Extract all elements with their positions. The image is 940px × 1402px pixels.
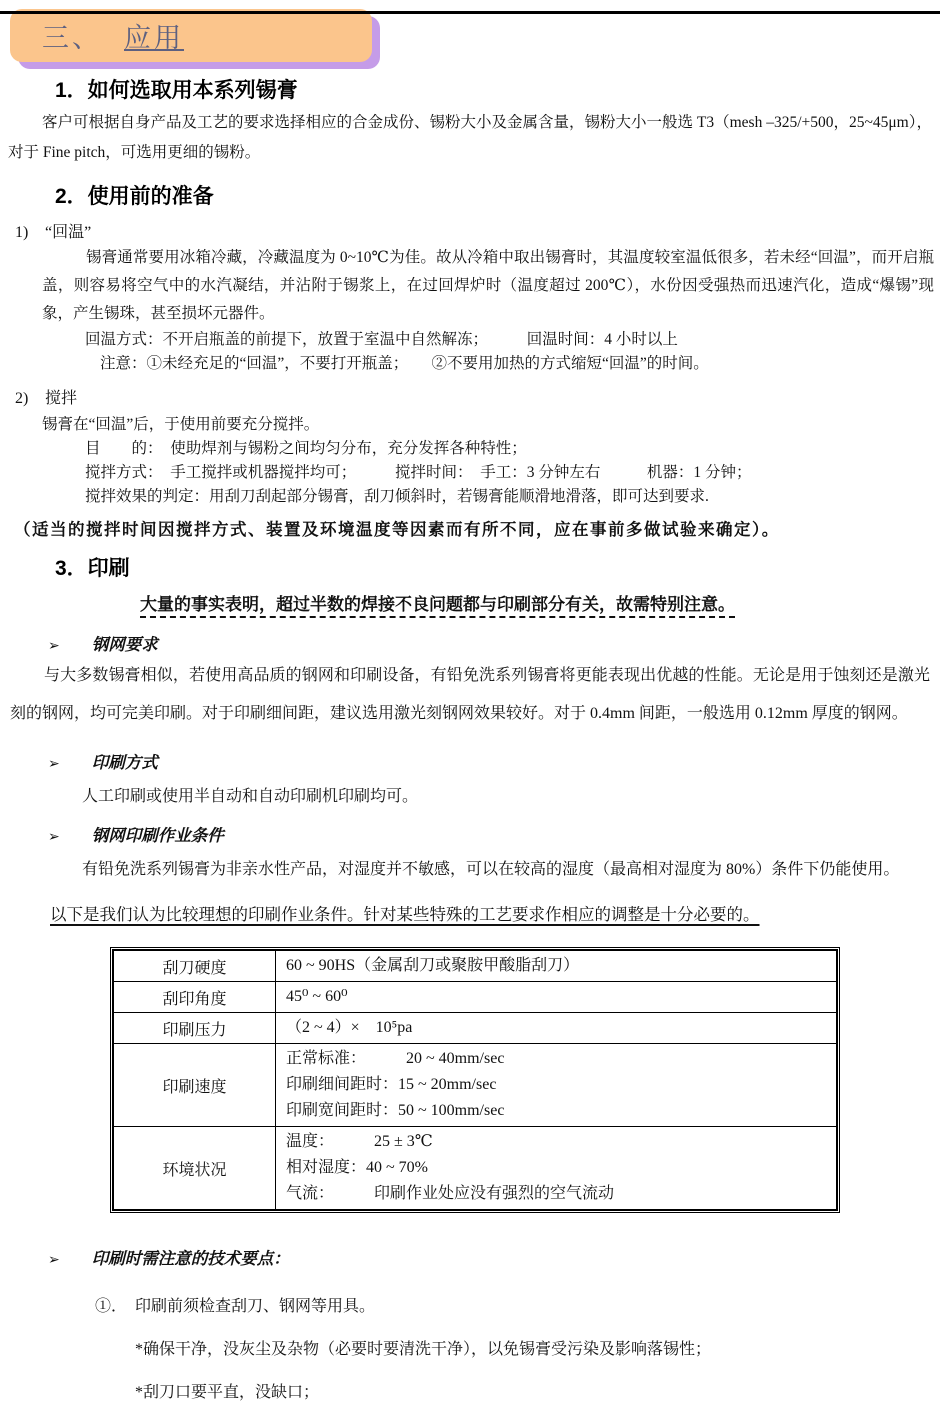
printing-notice: 大量的事实表明，超过半数的焊接不良问题都与印刷部分有关，故需特别注意。 [140,595,735,614]
row-label-squeegee-hardness: 刮刀硬度 [114,951,276,982]
arrow-bullet-icon: ➢ [48,1252,60,1268]
section-banner [10,9,372,62]
ideal-conditions-row [0,901,940,925]
print-speed-fine-pitch: 印刷细间距时：15 ~ 20mm/sec [286,1076,497,1093]
ideal-conditions-note: 以下是我们认为比较理想的印刷作业条件。针对某些特殊的工艺要求作相应的调整是十分必要的。 [50,905,760,924]
arrow-bullet-icon: ➢ [48,829,60,845]
environment-temperature: 温度： 25 ± 3℃ [286,1133,433,1150]
arrow-bullet-icon: ➢ [48,756,60,772]
table-row [114,1127,837,1210]
item-2-number: 2) [15,390,29,407]
print-speed-wide-pitch: 印刷宽间距时：50 ~ 100mm/sec [286,1102,505,1119]
bullet-stencil-conditions-title: 钢网印刷作业条件 [91,827,224,845]
tech-points-title: 印刷时需注意的技术要点： [91,1250,290,1268]
printing-notice-row [0,590,940,615]
banner-prefix: 三、 [42,23,102,53]
item-1-body: 锡膏通常要用冰箱冷藏，冷藏温度为 0~10℃为佳。故从冷箱中取出锡膏时，其温度较室温低很多，若未经“回温”，而开启瓶盖，则容易将空气中的水汽凝结，并沾附于锡浆上，在过回焊炉时（温度超过 200℃），水份因受强热而迅速汽化，造成“爆锡”现象，产生锡珠，甚至损坏元器件。 [42,249,934,322]
row-label-environment: 环境状况 [114,1127,276,1210]
print-pressure-value: （2 ~ 4）× 10⁵pa [286,1019,413,1036]
stir-intro-line: 锡膏在“回温”后，于使用前要充分搅拌。 [42,416,320,433]
item-2-head [0,385,940,408]
rewarm-method-line: 回温方式：不开启瓶盖的前提下，放置于室温中自然解冻； 回温时间：4 小时以上 [85,331,678,348]
table-row [114,1013,837,1044]
item-1-number: 1) [15,224,29,241]
section-1-body: 客户可根据自身产品及工艺的要求选择相应的合金成份、锡粉大小及金属含量，锡粉大小一般选 T3（mesh –325/+500，25~45μm），对于 Fine pitch，可选用更细的锡粉。 [8,114,932,161]
banner-title: 应用 [124,23,184,53]
squeegee-hardness-value: 60 ~ 90HS（金属刮刀或聚胺甲酸脂刮刀） [286,957,580,974]
environment-airflow: 气流： 印刷作业处应没有强烈的空气流动 [286,1185,615,1202]
item-1-head [0,219,940,242]
bullet-tech-points [0,1245,940,1269]
tech-point-1-note-2: *刮刀口要平直，没缺口； [135,1384,320,1401]
row-label-print-speed: 印刷速度 [114,1044,276,1127]
environment-humidity: 相对湿度：40 ~ 70% [286,1159,428,1176]
stir-method-line: 搅拌方式： 手工搅拌或机器搅拌均可； 搅拌时间： 手工：3 分钟左右 机器：1 分钟； [85,464,752,481]
section-3-heading: 3．印刷 [55,557,130,580]
item-2-title: 搅拌 [45,390,78,407]
print-speed-normal: 正常标准： 20 ~ 40mm/sec [286,1050,505,1067]
rewarm-note-line: 注意：①未经充足的“回温”，不要打开瓶盖； ②不要用加热的方式缩短“回温”的时间。 [100,355,709,372]
bullet-stencil-conditions [0,822,940,846]
stencil-conditions-body: 有铅免洗系列锡膏为非亲水性产品，对湿度并不敏感，可以在较高的湿度（最高相对湿度为 80%）条件下仍能使用。 [82,861,900,878]
section-2-heading: 2．使用前的准备 [55,185,214,208]
bullet-stencil-requirements-title: 钢网要求 [91,636,158,654]
item-1-title: “回温” [45,224,92,241]
table-row [114,951,837,982]
tech-point-1-note-1: *确保干净，没灰尘及杂物（必要时要清洗干净），以免锡膏受污染及影响落锡性； [135,1341,712,1358]
row-label-print-pressure: 印刷压力 [114,1013,276,1044]
stencil-requirements-body: 与大多数锡膏相似，若使用高品质的钢网和印刷设备，有铅免洗系列锡膏将更能表现出优越的性能。无论是用于蚀刻还是激光刻的钢网，均可完美印刷。对于印刷细间距，建议选用激光刻钢网效果较好。对于 0.4mm 间距，一般选用 0.12mm 厚度的钢网。 [10,667,930,722]
stir-caution-line: （适当的搅拌时间因搅拌方式、装置及环境温度等因素而有所不同，应在事前多做试验来确定）。 [14,521,780,539]
arrow-bullet-icon: ➢ [48,638,60,654]
tech-point-1: ①． 印刷前须检查刮刀、钢网等用具。 [95,1298,376,1315]
print-angle-value: 45⁰ ~ 60⁰ [286,988,348,1005]
bullet-stencil-requirements [0,631,940,655]
bullet-printing-method [0,749,940,773]
page-top-rule [0,11,940,14]
row-label-print-angle: 刮印角度 [114,982,276,1013]
printing-conditions-table [110,947,840,1213]
stir-purpose-line: 目 的： 使助焊剂与锡粉之间均匀分布，充分发挥各种特性； [85,440,527,457]
stir-judge-line: 搅拌效果的判定：用刮刀刮起部分锡膏，刮刀倾斜时，若锡膏能顺滑地滑落，即可达到要求. [85,488,709,505]
bullet-printing-method-title: 印刷方式 [91,754,158,772]
table-row [114,1044,837,1127]
table-row [114,982,837,1013]
printing-method-body: 人工印刷或使用半自动和自动印刷机印刷均可。 [82,788,419,805]
section-1-heading: 1．如何选取用本系列锡膏 [55,79,298,102]
